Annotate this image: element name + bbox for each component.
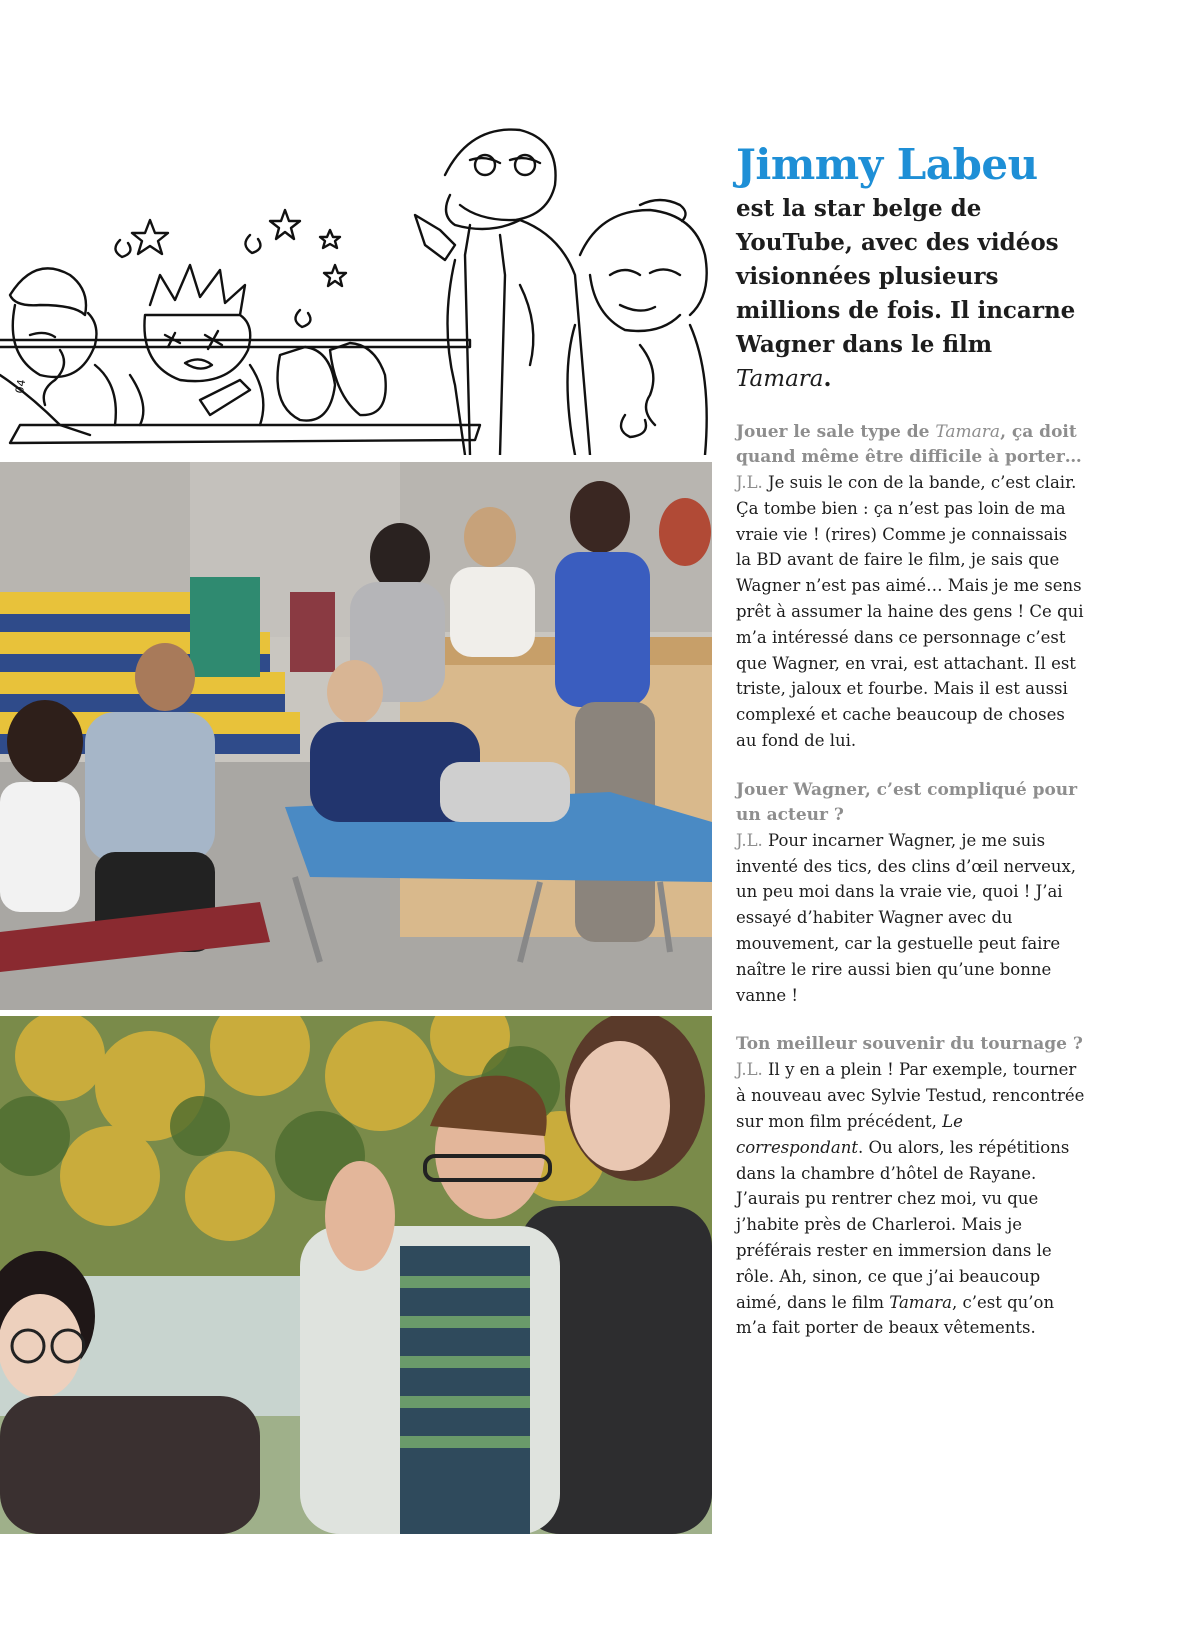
comic-illustration bbox=[0, 125, 712, 455]
page-number: 04 bbox=[13, 378, 29, 395]
question-2: Jouer Wagner, c’est compliqué pour un acteur ? bbox=[736, 779, 1078, 825]
lead-text-end: . bbox=[823, 365, 832, 392]
interviewee-initials: J.L. bbox=[736, 830, 763, 850]
answer-2: J.L. Pour incarner Wagner, je me suis inventé des tics, des clins d’œil nerveux, un peu moi dans la vraie vie, quoi ! J’ai essayé d’habiter Wagner avec du mouvement, car la gestuelle peut faire naître le rire aussi bien qu’une bonne vanne ! bbox=[736, 830, 1077, 1005]
park-photo bbox=[0, 1016, 712, 1534]
gym-photo bbox=[0, 462, 712, 1010]
qa-block-2 bbox=[736, 778, 1086, 1009]
qa-block-1 bbox=[736, 420, 1086, 754]
answer-3: J.L. Il y en a plein ! Par exemple, tourner à nouveau avec Sylvie Testud, rencontrée sur mon film précédent, Le correspondant. Ou alors, les répétitions dans la chambre d’hôtel de Rayane. J’aurais pu rentrer chez moi, vu que j’habite près de Charleroi. Mais je préférais rester en immersion dans le rôle. Ah, sinon, ce que j’ai beaucoup aimé, dans le film Tamara, c’est qu’on m’a fait porter de beaux vêtements. bbox=[736, 1060, 1085, 1338]
question-3: Ton meilleur souvenir du tournage ? bbox=[736, 1034, 1083, 1055]
qa-block-3 bbox=[736, 1032, 1086, 1341]
question-1: Jouer le sale type de Tamara, ça doit quand même être difficile à porter… bbox=[736, 422, 1082, 467]
park-scene bbox=[0, 1016, 712, 1534]
comic-drawing bbox=[0, 125, 712, 455]
gym-scene bbox=[0, 462, 712, 1010]
interviewee-initials: J.L. bbox=[736, 473, 763, 492]
answer-1: J.L. Je suis le con de la bande, c’est clair. Ça tombe bien : ça n’est pas loin de ma vraie vie ! (rires) Comme je connaissais la BD avant de faire le film, je sais que Wagner n’est pas aimé… Mais je me sens prêt à assumer la haine des gens ! Ce qui m’a intéressé dans ce personnage c’est que Wagner, en vrai, est attachant. Il est triste, jaloux et fourbe. Mais il est aussi complexé et cache beaucoup de choses au fond de lui. bbox=[736, 473, 1084, 750]
article-lead bbox=[736, 192, 1086, 396]
article-title: Jimmy Labeu bbox=[736, 140, 1038, 189]
lead-film-title: Tamara bbox=[736, 366, 824, 392]
article-column bbox=[736, 140, 1086, 1341]
interviewee-initials: J.L. bbox=[736, 1060, 763, 1080]
lead-text: est la star belge de YouTube, avec des vidéos visionnées plusieurs millions de fois. Il incarne Wagner dans le film bbox=[736, 195, 1076, 358]
